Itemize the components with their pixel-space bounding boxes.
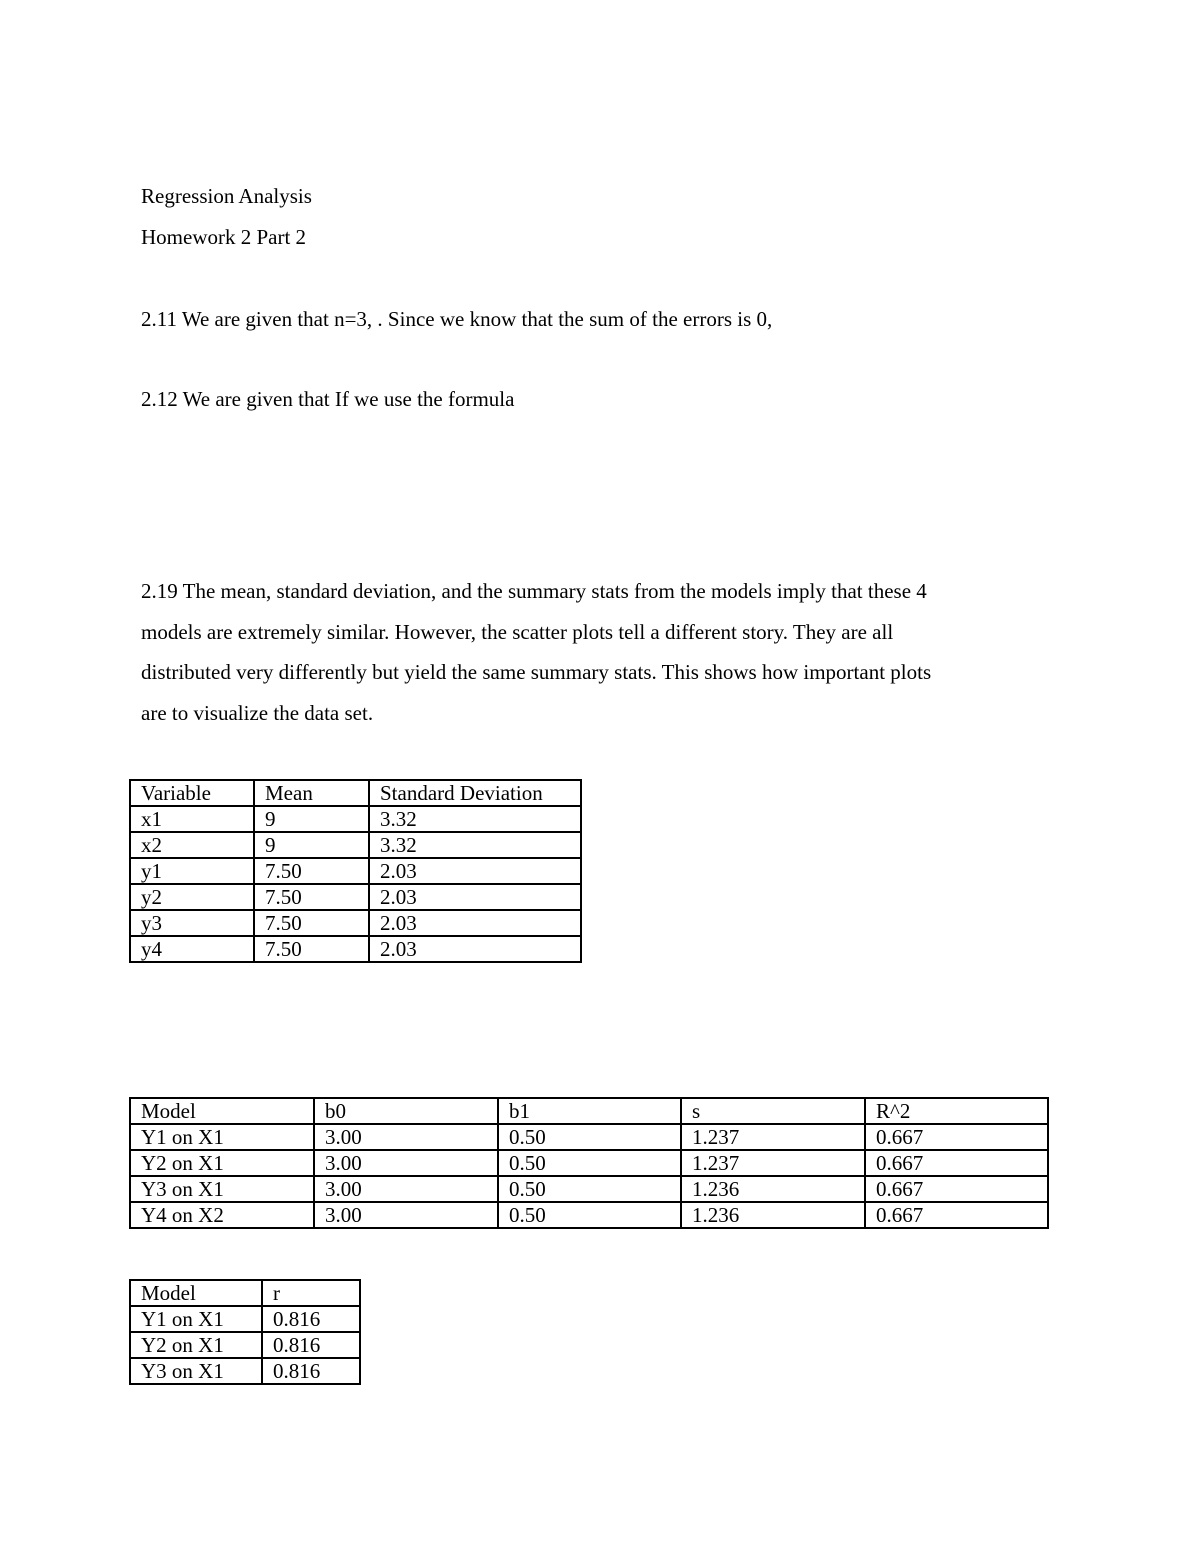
header-cell: s [681,1098,865,1124]
table-cell: Y2 on X1 [130,1150,314,1176]
table-row [130,1306,360,1332]
table-row [130,858,581,884]
correlation-table [129,1279,361,1385]
table-row [130,1358,360,1384]
course-title: Regression Analysis [141,184,312,208]
problem-2-19-line: distributed very differently but yield the same summary stats. This shows how important plots [141,660,932,684]
table-cell: 9 [254,832,369,858]
table-cell: 3.00 [314,1124,498,1150]
table-row [130,1150,1048,1176]
table-cell: 7.50 [254,884,369,910]
problem-2-12: 2.12 We are given that If we use the formula [141,387,515,411]
table-row [130,832,581,858]
table-cell: 0.816 [262,1358,360,1384]
table-cell: 0.50 [498,1150,681,1176]
table-cell: 0.50 [498,1176,681,1202]
table-cell: 2.03 [369,858,581,884]
table-cell: 2.03 [369,936,581,962]
table-row [130,910,581,936]
table-row [130,1176,1048,1202]
table-cell: x1 [130,806,254,832]
table-header-row [130,1280,360,1306]
table-cell: 0.667 [865,1150,1048,1176]
table-cell: Y1 on X1 [130,1124,314,1150]
table-header-row [130,780,581,806]
table-cell: 1.237 [681,1150,865,1176]
table-cell: 3.00 [314,1202,498,1228]
table-cell: 0.667 [865,1202,1048,1228]
table-cell: 3.00 [314,1150,498,1176]
table-cell: 0.50 [498,1124,681,1150]
header-cell: Model [130,1098,314,1124]
header-cell: Model [130,1280,262,1306]
table-cell: y3 [130,910,254,936]
problem-2-19-line: are to visualize the data set. [141,700,374,725]
table-cell: Y3 on X1 [130,1358,262,1384]
header-cell: Standard Deviation [369,780,581,806]
table-cell: x2 [130,832,254,858]
table-cell: 1.236 [681,1202,865,1228]
problem-2-11: 2.11 We are given that n=3, . Since we know that the sum of the errors is 0, [141,307,773,331]
table-row [130,1332,360,1358]
table-cell: Y3 on X1 [130,1176,314,1202]
table-row [130,1202,1048,1228]
table-cell: 1.237 [681,1124,865,1150]
table-cell: 9 [254,806,369,832]
models-table [129,1097,1049,1229]
table-row [130,806,581,832]
table-cell: Y1 on X1 [130,1306,262,1332]
table-cell: 7.50 [254,858,369,884]
table-cell: 1.236 [681,1176,865,1202]
header-cell: R^2 [865,1098,1048,1124]
problem-2-19-line: 2.19 The mean, standard deviation, and the summary stats from the models imply that these 4 [141,579,927,603]
table-row [130,884,581,910]
table-cell: y4 [130,936,254,962]
table-cell: 0.816 [262,1332,360,1358]
table-cell: y1 [130,858,254,884]
table-row [130,1124,1048,1150]
table-cell: 2.03 [369,910,581,936]
table-cell: 0.816 [262,1306,360,1332]
table-cell: 0.667 [865,1124,1048,1150]
table-cell: 0.50 [498,1202,681,1228]
table-cell: 3.00 [314,1176,498,1202]
table-cell: 3.32 [369,806,581,832]
table-cell: 7.50 [254,936,369,962]
header-cell: Variable [130,780,254,806]
table-cell: Y4 on X2 [130,1202,314,1228]
problem-2-19 [141,571,1041,733]
problem-2-19-line: models are extremely similar. However, the scatter plots tell a different story. They are all [141,619,894,644]
table-row [130,936,581,962]
header-cell: Mean [254,780,369,806]
stats-table [129,779,582,963]
table-cell: Y2 on X1 [130,1332,262,1358]
table-header-row [130,1098,1048,1124]
table-cell: 7.50 [254,910,369,936]
table-cell: y2 [130,884,254,910]
header-cell: b0 [314,1098,498,1124]
table-cell: 3.32 [369,832,581,858]
table-cell: 2.03 [369,884,581,910]
header-cell: r [262,1280,360,1306]
assignment-title: Homework 2 Part 2 [141,225,307,249]
header-cell: b1 [498,1098,681,1124]
table-cell: 0.667 [865,1176,1048,1202]
